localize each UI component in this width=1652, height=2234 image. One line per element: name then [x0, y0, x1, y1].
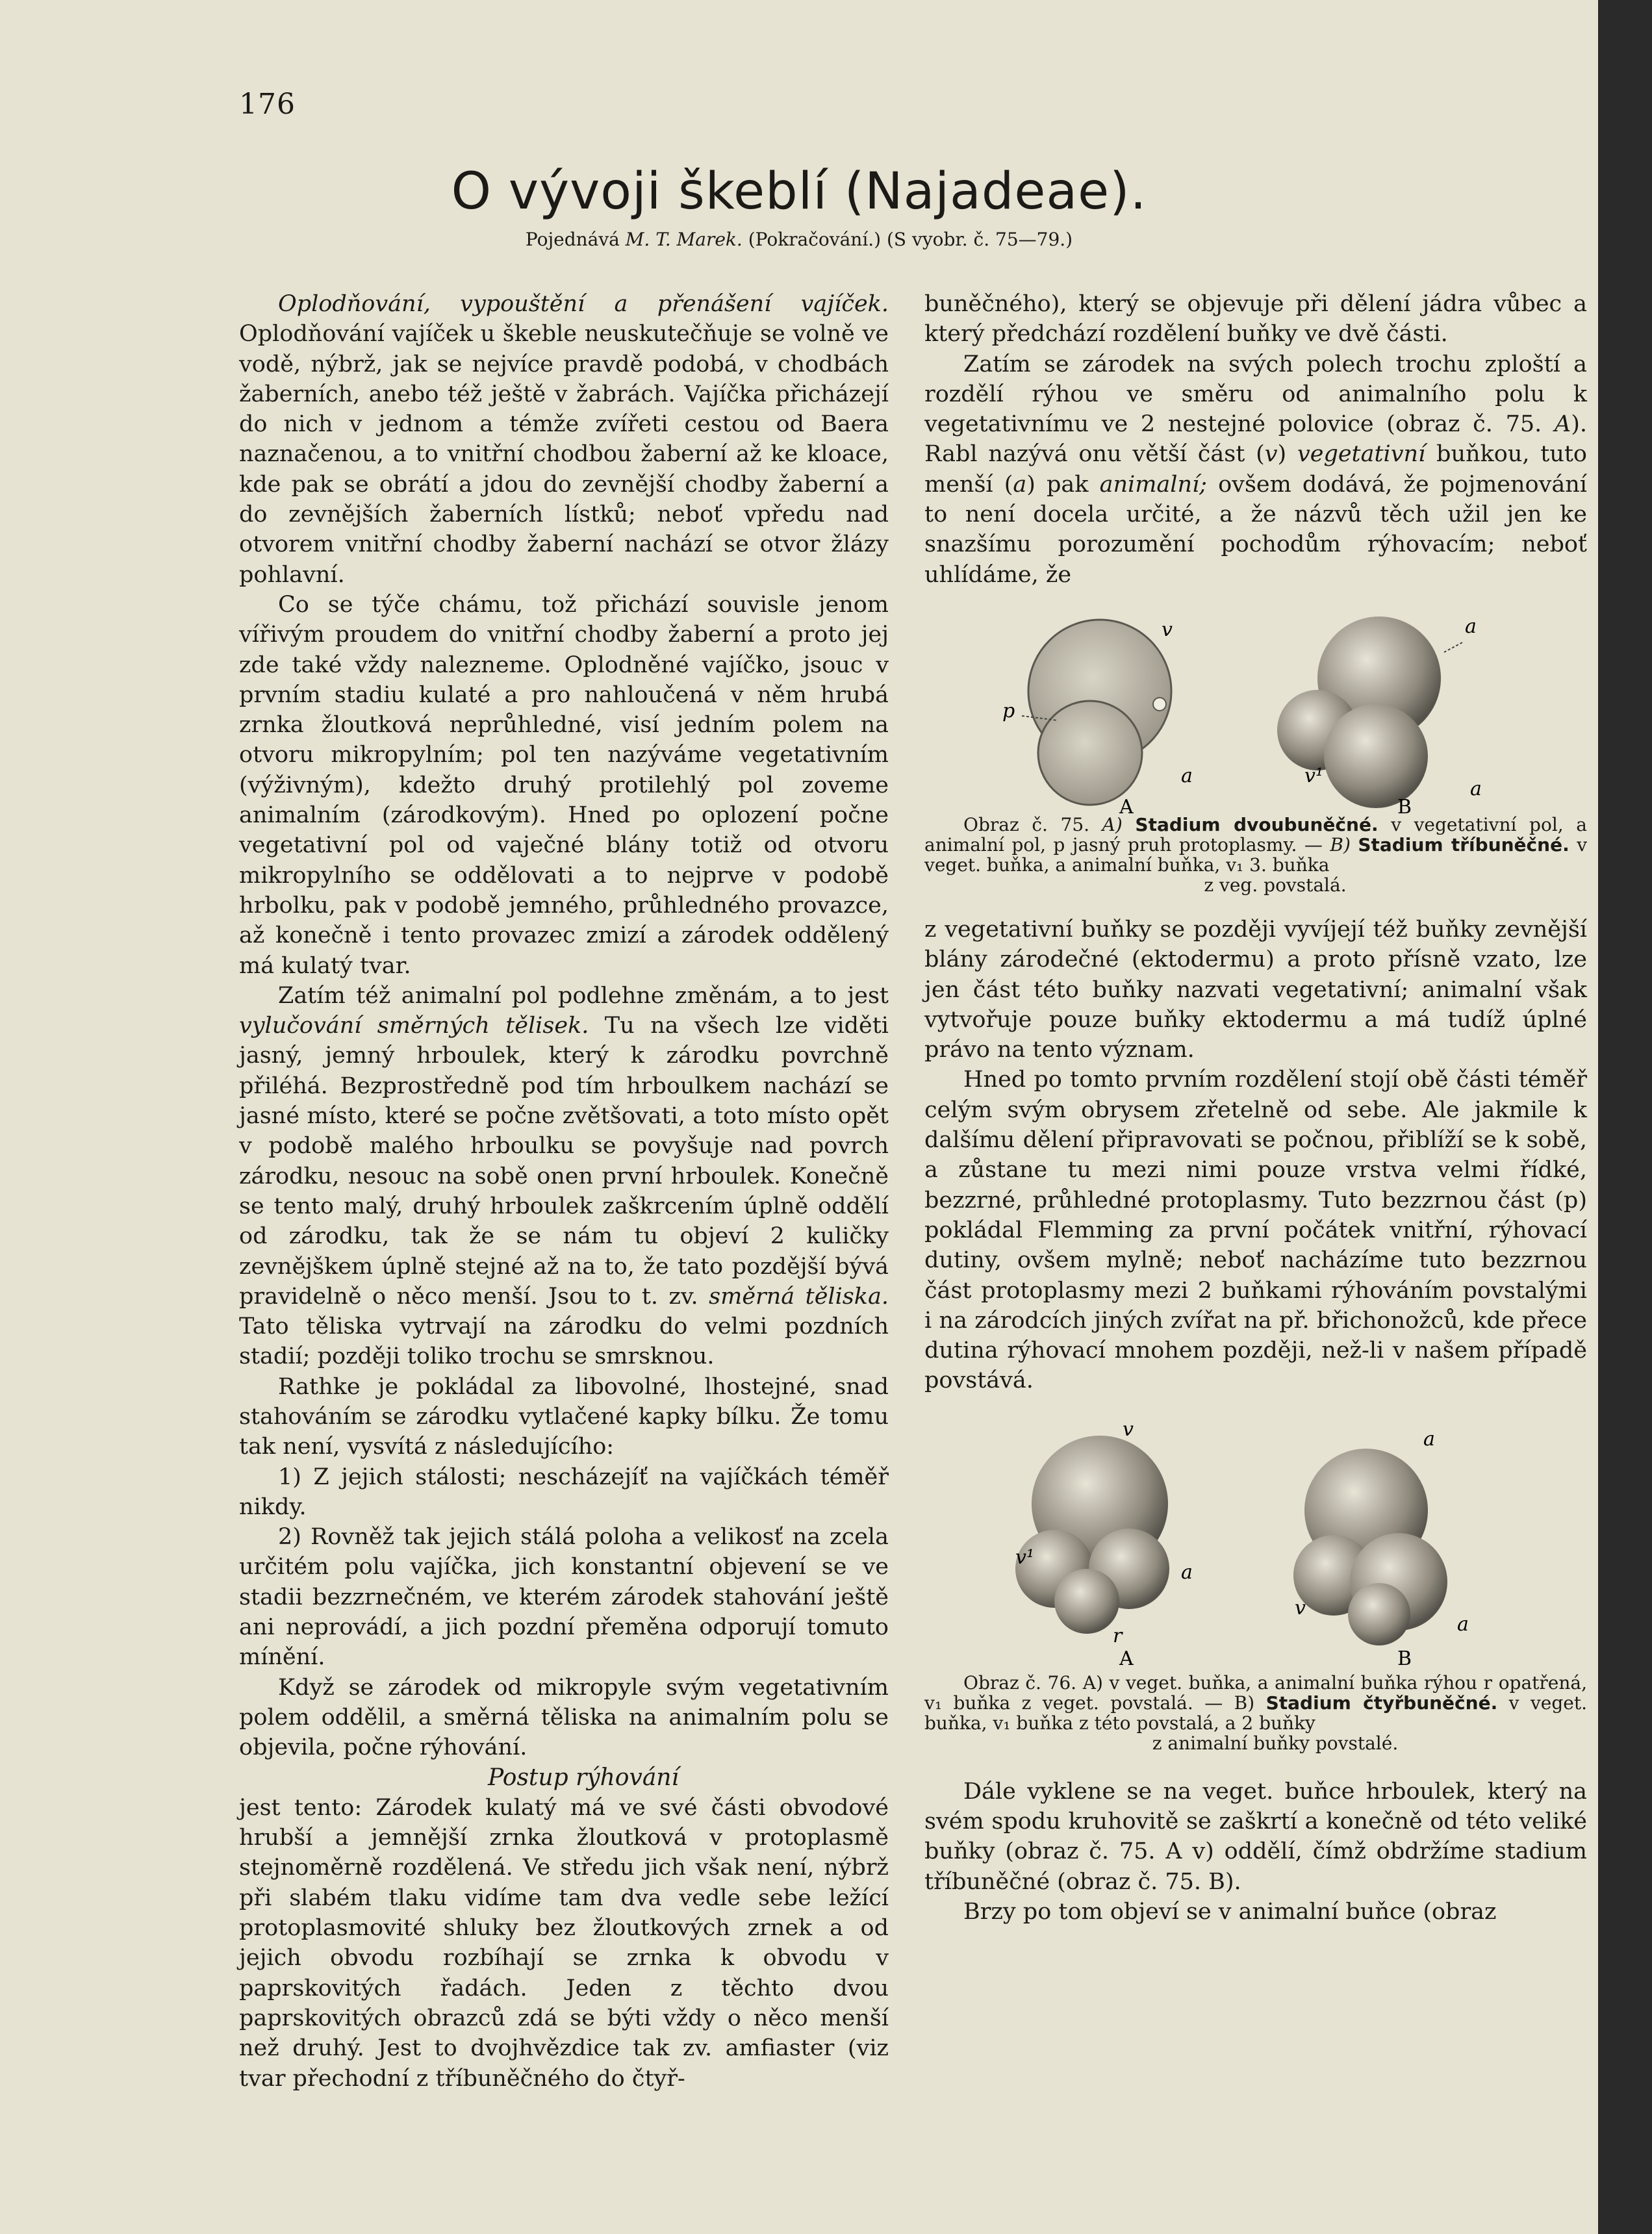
paragraph: z vegetativní buňky se později vyvíjejí též buňky zevnější blány zárodečné (ektodermu) a proto přísně vzato, lze jen část této buňky nazvati vegetativní; animalní však vytvořuje pouze buňky ektodermu a má tudíž úplné právo na tento význam. [924, 916, 1587, 1063]
cell-b-bottom [1324, 704, 1428, 808]
caption-text: v veget. buňka, a animalní buňka, v₁ 3. buňka [924, 833, 1588, 876]
mark-b-v1: v¹ [1304, 764, 1323, 787]
section-heading: Oplodňování, vypouštění a přenášení vajíček. [278, 291, 889, 317]
mark-a: a [1181, 764, 1193, 787]
emphasis: animalní; [1099, 471, 1207, 498]
paragraph-text: ovšem dodává, že pojmenování to není docela určité, a že názvů těch užil jen ke snazšímu porozumění pochodům rýhovacím; neboť uhlídáme, že [924, 471, 1587, 588]
paragraph [239, 289, 889, 590]
figure-76-illustration [924, 1419, 1587, 1666]
paragraph-text: ). Rabl nazývá onu větší část ( [924, 411, 1587, 468]
polar-body [1153, 698, 1166, 711]
mark-76b-a2: a [1457, 1612, 1469, 1636]
figure-76-caption [924, 1673, 1587, 1733]
byline-suffix: (Pokračování.) (S vyobr. č. 75—79.) [748, 229, 1073, 250]
mark-76b-a: a [1423, 1427, 1435, 1451]
paragraph: 1) Z jejich stálosti; nescházejíť na vajíčkách téměř nikdy. [239, 1464, 889, 1520]
caption-ref: B) [1330, 833, 1351, 856]
caption-text: v vegetativní pol, a animalní pol, p jasný pruh protoplasmy. — [924, 813, 1587, 856]
caption-title: Stadium dvoubuněčné. [1135, 813, 1379, 835]
emphasis: v [1264, 441, 1278, 468]
cell-a-bottom [1054, 1569, 1119, 1634]
fig75-label-a: A [1119, 795, 1134, 815]
mark-76-v: v [1123, 1419, 1134, 1441]
article-title: O vývoji škeblí (Najadeae). [451, 162, 1147, 221]
caption-title: Stadium tříbuněčné. [1358, 833, 1569, 856]
caption-text: A) v veget. buňka, a animalní buňka rýhou r opatřená, v₁ buňka z veget. povstalá. — B) [924, 1671, 1588, 1714]
paragraph: Rathke je pokládal za libovolné, lhostejné, snad stahováním se zárodku vytlačené kapky bílku. Že tomu tak není, vysvítá z následujícího: [239, 1373, 889, 1460]
paragraph-text: Zatím též animalní pol podlehne změnám, a to jest [278, 982, 889, 1009]
paragraph: Dále vyklene se na veget. buňce hrboulek, který na svém spodu kruhovitě se zaškrtí a konečně od této veliké buňky (obraz č. 75. A v) oddělí, čímž obdržíme stadium tříbuněčné (obraz č. 75. B). [924, 1778, 1587, 1895]
figure-75 [924, 607, 1587, 895]
mark-p: p [1002, 699, 1015, 722]
paragraph-text: Zatím se zárodek na svých polech trochu zploští a rozdělí rýhou ve směru od animalního polu k vegetativnímu ve 2 nestejné polovice (obraz č. 75. [924, 351, 1587, 438]
figure-75-caption [924, 815, 1587, 875]
paragraph: Brzy po tom objeví se v animalní buňce (obraz [963, 1898, 1497, 1925]
figure-75-caption-end: z veg. povstalá. [1204, 874, 1347, 896]
caption-number: Obraz č. 75. [963, 813, 1090, 835]
fig76-label-b: B [1397, 1647, 1412, 1666]
right-column [924, 289, 1587, 1927]
subheading: Postup rýhování [488, 1764, 679, 1791]
caption-text: v veget. buňka, v₁ buňka z této povstalá, a 2 buňky [924, 1692, 1587, 1734]
left-column [239, 289, 889, 2094]
emphasis: směrná těliska. [709, 1283, 889, 1310]
emphasis: A [1554, 411, 1571, 438]
paragraph-text: Tu na všech lze viděti jasný, jemný hrboulek, který k zárodku povrchně přiléhá. Bezprostředně pod tím hrboulkem nachází se jasné místo, které se počne zvětšovati, a toto místo opět v podobě malého hrboulku se povyšuje nad povrch zárodku, nesouc na sobě onen první hrboulek. Konečně se tento malý, druhý hrboulek zaškrcením úplně oddělí od zárodku, tak že se nám tu objeví 2 kuličky zevnějškem úplně stejné až na to, že tato pozdější bývá pravidelně o něco menší. Jsou to t. zv. [239, 1013, 889, 1310]
paragraph: Hned po tomto prvním rozdělení stojí obě části téměř celým svým obrysem zřetelně od sebe. Ale jakmile k dalšímu dělení připravovati se počnou, přiblíží se k sobě, a zůstane tu mezi nimi pouze vrstva velmi řídké, bezzrné, průhledné protoplasmy. Tuto bezzrnou část (p) pokládal Flemming za první počátek vnitřní, rýhovací dutiny, ovšem mylně; neboť nacházíme tuto bezzrnou část protoplasmy mezi 2 buňkami rýhováním povstalými i na zárodcích jiných zvířat na př. břichonožců, kde přece dutina rýhovací mnohem později, než-li v našem případě povstává. [924, 1067, 1587, 1394]
mark-b-a: a [1465, 615, 1477, 638]
paragraph-text: Tato těliska vytrvají na zárodku do velmi pozdních stadií; později toliko trochu se smrsknou. [239, 1314, 889, 1370]
emphasis: vylučování směrných tělisek. [239, 1013, 589, 1039]
paragraph: jest tento: Zárodek kulatý má ve své části obvodové hrubší a jemnější zrnka žloutková v protoplasmě stejnoměrně rozdělená. Ve středu jich však není, nýbrž při slabém tlaku vidíme tam dva vedle sebe ležící protoplasmovité shluky bez žloutkových zrnek a od jejich obvodu rozbíhají se zrnka k obvodu v paprskovitých řadách. Jeden z těchto dvou paprskovitých obrazců zdá se býti vždy o něco menší než druhý. Jest to dvojhvězdice tak zv. amfiaster (viz tvar přechodní z tříbuněčného do čtyř- [239, 1794, 889, 2092]
emphasis: a [1013, 471, 1027, 498]
paragraph [924, 349, 1587, 590]
paragraph-text: ) [1277, 441, 1287, 468]
caption-title: Stadium čtyřbuněčné. [1265, 1692, 1498, 1714]
mark-v: v [1162, 618, 1173, 641]
cell-b-bottom [1348, 1583, 1410, 1645]
byline [0, 229, 1598, 250]
paragraph: 2) Rovněž tak jejich stálá poloha a velikosť na zcela určitém polu vajíčka, jich konstantní objevení se ve stadii bezzrnečném, ve kterém zárodek stahování ještě ani neprovádí, a jich pozdní přeměna odporují tomuto mínění. [239, 1524, 889, 1671]
figure-75-illustration [924, 607, 1587, 815]
paragraph [239, 981, 889, 1372]
byline-prefix: Pojednává [525, 229, 620, 250]
mark-76-a: a [1181, 1560, 1193, 1584]
fig76-label-a: A [1119, 1647, 1134, 1666]
paragraph-text: buňkou, tuto menší ( [924, 441, 1587, 498]
figure-76-caption-end: z animalní buňky povstalé. [1152, 1732, 1399, 1754]
caption-ref: A) [1102, 813, 1123, 835]
paragraph: buněčného), který se objevuje při dělení jádra vůbec a který předchází rozdělení buňky ve dvě části. [924, 291, 1587, 348]
fig75-label-b: B [1397, 795, 1412, 815]
paragraph: Když se zárodek od mikropyle svým vegetativním polem oddělil, a směrná těliska na animalním polu se objevila, počne rýhování. [239, 1674, 889, 1761]
mark-76-r: r [1113, 1624, 1123, 1647]
mark-76-v1: v¹ [1015, 1545, 1034, 1569]
byline-author: M. T. Marek. [625, 229, 743, 250]
paragraph-text: Oplodňování vajíček u škeble neuskutečňuje se volně ve vodě, nýbrž, jak se nejvíce pravdě podobá, v chodbách žaberních, anebo též ještě v žabrách. Vajíčka přicházejí do nich v jednom a témže zvířeti cestou od Baera naznačenou, a to vnitřní chodbou žaberní až ke kloace, kde pak se obrátí a jdou do zevnější chodby žaberní a do zevnějších žaberních lístků; neboť vpředu nad otvorem vnitřní chodby žaberní nachází se otvor žlázy pohlavní. [239, 321, 889, 588]
page-number: 176 [239, 88, 296, 121]
mark-76b-v: v [1295, 1596, 1306, 1619]
paragraph: Co se týče chámu, tož přichází souvisle jenom vířivým proudem do vnitřní chodby žaberní a proto jej zde také vždy nalezneme. Oplodněné vajíčko, jsouc v prvním stadiu kulaté a pro nahloučená v něm hrubá zrnka žloutková neprůhledné, visí jedním polem na otvoru mikropylním; pol ten nazýváme vegetativním (výživným), kdežto druhý protilehlý pol zoveme animalním (zárodkovým). Hned po oplození počne vegetativní pol od vaječné blány totiž od otvoru mikropylního se oddělovati a to nejprve v podobě hrbolku, pak v podobě jemného, průhledného provazce, až konečně i tento provazec zmizí a zárodek oddělený má kulatý tvar. [239, 591, 889, 979]
emphasis: vegetativní [1297, 441, 1426, 468]
mark-b-a2: a [1470, 777, 1482, 800]
caption-number: Obraz č. 76. [963, 1671, 1077, 1694]
figure-76 [924, 1419, 1587, 1753]
paragraph-text: ) pak [1026, 471, 1089, 498]
cell-animal [1038, 701, 1142, 805]
